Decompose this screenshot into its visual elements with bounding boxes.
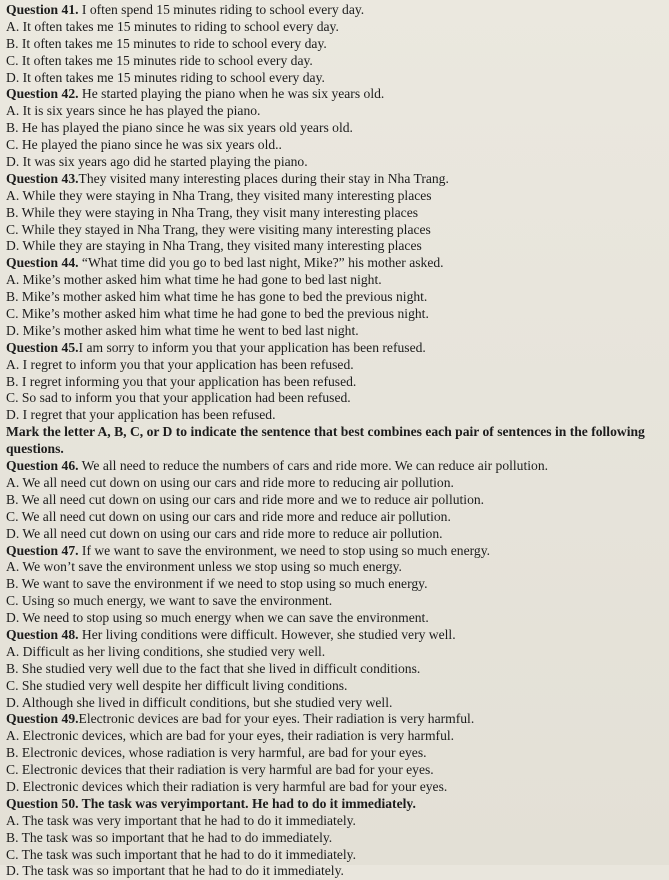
option-45-d: D. I regret that your application has been refused. bbox=[6, 407, 276, 423]
question-label: Question 44. bbox=[6, 255, 79, 271]
option-45-b: B. I regret informing you that your application has been refused. bbox=[6, 373, 357, 389]
question-48 bbox=[6, 627, 663, 644]
option-49-a: A. Electronic devices, which are bad for your eyes, their radiation is very harmful. bbox=[6, 728, 455, 744]
option-43-b: B. While they were staying in Nha Trang, they visit many interesting places bbox=[6, 204, 419, 220]
question-text: I am sorry to inform you that your application has been refused. bbox=[78, 339, 426, 355]
option-46-a: A. We all need cut down on using our cars and ride more to reducing air pollution. bbox=[6, 474, 454, 490]
question-label: Question 42. bbox=[6, 86, 79, 102]
option-42-a: A. It is six years since he has played the piano. bbox=[6, 103, 261, 119]
question-label: Question 48. bbox=[6, 626, 79, 642]
question-text: Electronic devices are bad for your eyes. Their radiation is very harmful. bbox=[78, 711, 475, 727]
question-label: Question 45. bbox=[6, 339, 79, 355]
question-43 bbox=[6, 171, 663, 188]
question-text: If we want to save the environment, we need to stop using so much energy. bbox=[78, 542, 491, 558]
question-49 bbox=[6, 711, 663, 728]
question-42 bbox=[6, 86, 663, 103]
option-43-a: A. While they were staying in Nha Trang, they visited many interesting places bbox=[6, 187, 432, 203]
question-45 bbox=[6, 340, 663, 357]
question-label: Question 50. bbox=[6, 795, 79, 811]
option-48-d: D. Although she lived in difficult conditions, but she studied very well. bbox=[6, 694, 393, 710]
option-44-d: D. Mike’s mother asked him what time he went to bed last night. bbox=[6, 322, 359, 338]
option-50-c: C. The task was such important that he had to do it immediately. bbox=[6, 846, 356, 862]
question-label: Question 47. bbox=[6, 542, 79, 558]
question-text: Her living conditions were difficult. However, she studied very well. bbox=[78, 626, 456, 642]
option-50-b: B. The task was so important that he had to do immediately. bbox=[6, 829, 333, 845]
question-text: They visited many interesting places during their stay in Nha Trang. bbox=[78, 170, 449, 186]
option-42-b: B. He has played the piano since he was six years old years old. bbox=[6, 120, 353, 136]
question-text: I often spend 15 minutes riding to school every day. bbox=[78, 2, 365, 17]
option-49-b: B. Electronic devices, whose radiation is very harmful, are bad for your eyes. bbox=[6, 745, 427, 761]
option-48-a: A. Difficult as her living conditions, she studied very well. bbox=[6, 643, 326, 659]
option-47-a: A. We won’t save the environment unless we stop using so much energy. bbox=[6, 559, 402, 575]
option-43-c: C. While they stayed in Nha Trang, they were visiting many interesting places bbox=[6, 221, 431, 237]
option-42-c: C. He played the piano since he was six years old.. bbox=[6, 137, 282, 153]
question-47 bbox=[6, 543, 663, 560]
option-41-d: D. It often takes me 15 minutes riding to school every day. bbox=[6, 69, 325, 85]
question-label: Question 41. bbox=[6, 2, 79, 17]
question-text: “What time did you go to bed last night, Mike?” his mother asked. bbox=[78, 255, 444, 271]
option-45-c: C. So sad to inform you that your application had been refused. bbox=[6, 390, 351, 406]
option-46-c: C. We all need cut down on using our cars and ride more and reduce air pollution. bbox=[6, 508, 451, 524]
question-44 bbox=[6, 255, 663, 272]
question-label: Question 46. bbox=[6, 458, 79, 474]
question-50 bbox=[6, 796, 663, 813]
option-45-a: A. I regret to inform you that your application has been refused. bbox=[6, 356, 354, 372]
option-49-c: C. Electronic devices that their radiation is very harmful are bad for your eyes. bbox=[6, 762, 434, 778]
option-41-a: A. It often takes me 15 minutes to riding to school every day. bbox=[6, 18, 339, 34]
option-44-c: C. Mike’s mother asked him what time he had gone to bed the previous night. bbox=[6, 306, 429, 322]
question-text: He started playing the piano when he was six years old. bbox=[78, 86, 385, 102]
question-text: We all need to reduce the numbers of cars and ride more. We can reduce air pollution. bbox=[78, 458, 549, 474]
option-48-c: C. She studied very well despite her difficult living conditions. bbox=[6, 677, 348, 693]
option-48-b: B. She studied very well due to the fact that she lived in difficult conditions. bbox=[6, 660, 421, 676]
question-label: Question 43. bbox=[6, 170, 79, 186]
question-label: Question 49. bbox=[6, 711, 79, 727]
option-42-d: D. It was six years ago did he started playing the piano. bbox=[6, 154, 308, 170]
option-50-a: A. The task was very important that he had to do it immediately. bbox=[6, 812, 356, 828]
section-instruction-cont: questions. bbox=[6, 441, 64, 457]
option-50-d: D. The task was so important that he had to do it immediately. bbox=[6, 863, 344, 879]
option-44-b: B. Mike’s mother asked him what time he has gone to bed the previous night. bbox=[6, 289, 428, 305]
question-46 bbox=[6, 458, 663, 475]
option-49-d: D. Electronic devices which their radiation is very harmful are bad for your eyes. bbox=[6, 778, 448, 794]
option-47-b: B. We want to save the environment if we need to stop using so much energy. bbox=[6, 576, 428, 592]
option-47-d: D. We need to stop using so much energy when we can save the environment. bbox=[6, 610, 429, 626]
option-44-a: A. Mike’s mother asked him what time he had gone to bed last night. bbox=[6, 272, 382, 288]
option-46-b: B. We all need cut down on using our cars and ride more and we to reduce air pollution. bbox=[6, 491, 485, 507]
question-41 bbox=[6, 2, 663, 19]
option-41-c: C. It often takes me 15 minutes ride to school every day. bbox=[6, 52, 313, 68]
option-46-d: D. We all need cut down on using our cars and ride more to reduce air pollution. bbox=[6, 525, 443, 541]
question-text: The task was veryimportant. He had to do it immediately. bbox=[78, 795, 416, 811]
option-47-c: C. Using so much energy, we want to save the environment. bbox=[6, 593, 333, 609]
section-instruction: Mark the letter A, B, C, or D to indicate the sentence that best combines each pair of sentences in the following bbox=[6, 424, 645, 440]
option-43-d: D. While they are staying in Nha Trang, they visited many interesting places bbox=[6, 238, 422, 254]
option-41-b: B. It often takes me 15 minutes to ride to school every day. bbox=[6, 35, 327, 51]
